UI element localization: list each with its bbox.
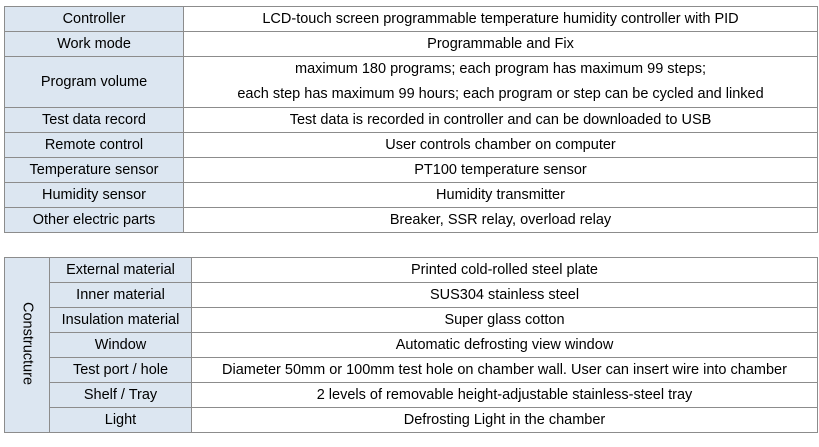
table-row [5,308,818,333]
table-row [5,258,818,283]
row-value: Diameter 50mm or 100mm test hole on chamber wall. User can insert wire into chamber [192,358,818,383]
row-label: External material [50,258,192,283]
table-row [5,32,818,57]
table-row [5,108,818,133]
row-value: Automatic defrosting view window [192,333,818,358]
row-value: Defrosting Light in the chamber [192,408,818,433]
row-value: Breaker, SSR relay, overload relay [184,208,818,233]
row-value-line: each step has maximum 99 hours; each program or step can be cycled and linked [237,86,764,102]
table-row [5,158,818,183]
group-label-cell [5,258,50,433]
table-row [5,133,818,158]
row-value: User controls chamber on computer [184,133,818,158]
table-row [5,383,818,408]
table-row [5,358,818,383]
construct-table [4,257,818,433]
table-row [5,183,818,208]
row-label: Temperature sensor [5,158,184,183]
row-label: Other electric parts [5,208,184,233]
table-row [5,333,818,358]
row-value: Test data is recorded in controller and can be downloaded to USB [184,108,818,133]
row-value: Programmable and Fix [184,32,818,57]
row-label: Inner material [50,283,192,308]
row-label: Humidity sensor [5,183,184,208]
row-value-line: maximum 180 programs; each program has maximum 99 steps; [295,61,706,77]
row-label: Controller [5,7,184,32]
row-label: Program volume [5,57,184,108]
row-label: Shelf / Tray [50,383,192,408]
row-label: Test data record [5,108,184,133]
row-label: Window [50,333,192,358]
row-value: Humidity transmitter [184,183,818,208]
row-label: Insulation material [50,308,192,333]
row-value: Super glass cotton [192,308,818,333]
row-label: Light [50,408,192,433]
row-value [184,57,818,108]
row-label: Remote control [5,133,184,158]
table-row [5,283,818,308]
row-value: 2 levels of removable height-adjustable stainless-steel tray [192,383,818,408]
row-label: Work mode [5,32,184,57]
table-row [5,208,818,233]
row-value: PT100 temperature sensor [184,158,818,183]
table-row [5,408,818,433]
group-label: Constructure [19,301,36,385]
spec-table [4,6,818,233]
row-value: SUS304 stainless steel [192,283,818,308]
row-value: LCD-touch screen programmable temperature humidity controller with PID [184,7,818,32]
table-row [5,7,818,32]
row-label: Test port / hole [50,358,192,383]
table-row [5,57,818,108]
row-value: Printed cold-rolled steel plate [192,258,818,283]
